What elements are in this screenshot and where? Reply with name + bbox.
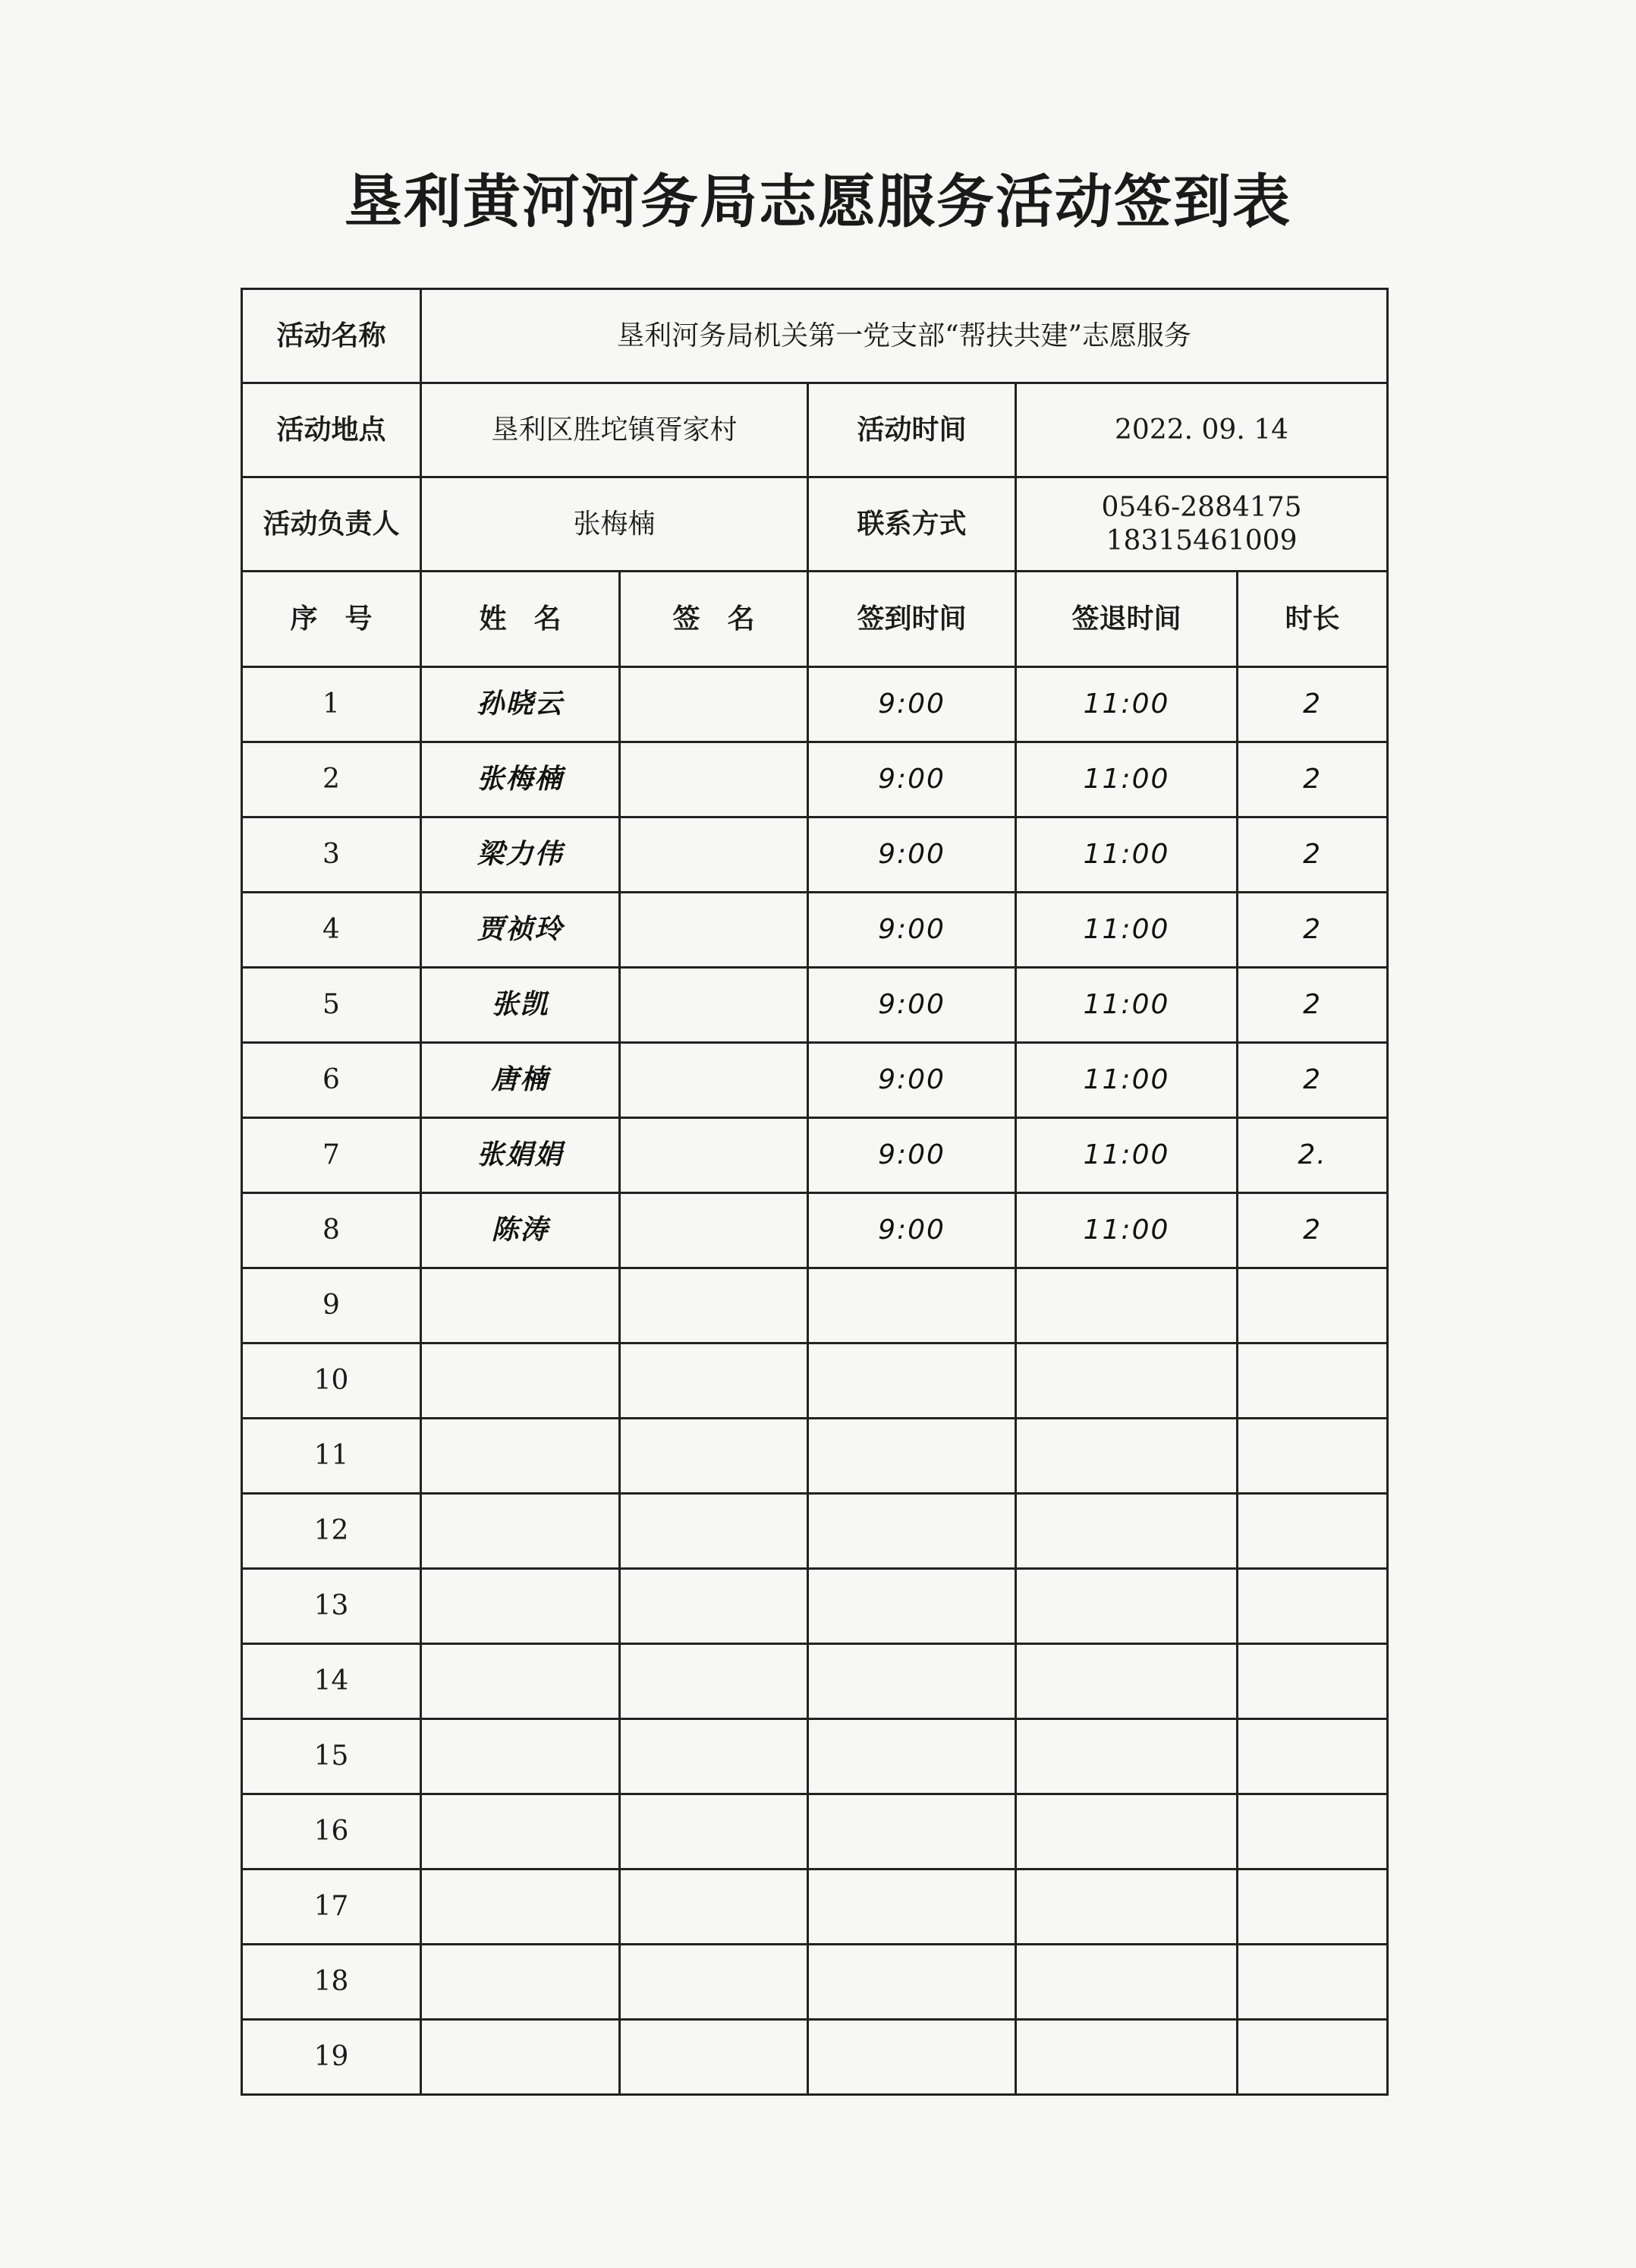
table-row — [242, 1719, 1388, 1794]
row-signature — [620, 1043, 808, 1118]
row-duration — [1238, 1494, 1388, 1569]
row-checkout-time — [1016, 1719, 1238, 1794]
row-name: 贾祯玲 — [421, 893, 620, 968]
activity-name-value: 垦利河务局机关第一党支部“帮扶共建”志愿服务 — [421, 289, 1388, 383]
row-signature — [620, 1870, 808, 1945]
row-signature — [620, 893, 808, 968]
row-name: 陈涛 — [421, 1193, 620, 1268]
row-checkout-time: 11:00 — [1016, 1118, 1238, 1193]
activity-leader-label: 活动负责人 — [242, 477, 421, 572]
row-checkout-time — [1016, 1343, 1238, 1419]
header-name: 姓 名 — [421, 572, 620, 667]
row-duration — [1238, 1268, 1388, 1343]
row-signature — [620, 1118, 808, 1193]
table-row — [242, 1343, 1388, 1419]
row-checkout-time — [1016, 1419, 1238, 1494]
row-checkout-time — [1016, 1945, 1238, 2020]
row-checkout-time — [1016, 1644, 1238, 1719]
row-checkout-time: 11:00 — [1016, 817, 1238, 893]
row-number: 7 — [242, 1118, 421, 1193]
row-duration: 2. — [1238, 1118, 1388, 1193]
row-signature — [620, 1343, 808, 1419]
row-checkin-time: 9:00 — [808, 817, 1016, 893]
table-row — [242, 968, 1388, 1043]
table-row — [242, 893, 1388, 968]
row-checkout-time: 11:00 — [1016, 893, 1238, 968]
table-row — [242, 1794, 1388, 1870]
table-row — [242, 1268, 1388, 1343]
row-name: 张凯 — [421, 968, 620, 1043]
row-signature — [620, 1419, 808, 1494]
table-row — [242, 1870, 1388, 1945]
row-duration — [1238, 1794, 1388, 1870]
row-number: 14 — [242, 1644, 421, 1719]
activity-time-value: 2022. 09. 14 — [1016, 383, 1388, 477]
form-title: 垦利黄河河务局志愿服务活动签到表 — [345, 168, 1291, 235]
row-number: 13 — [242, 1569, 421, 1644]
row-checkout-time — [1016, 2020, 1238, 2095]
header-checkout: 签退时间 — [1016, 572, 1238, 667]
row-signature — [620, 1644, 808, 1719]
row-name — [421, 1794, 620, 1870]
row-signature — [620, 1719, 808, 1794]
row-duration: 2 — [1238, 968, 1388, 1043]
row-number: 1 — [242, 667, 421, 742]
row-duration: 2 — [1238, 1193, 1388, 1268]
activity-place-row — [242, 383, 1388, 477]
activity-leader-row — [242, 477, 1388, 572]
row-checkin-time: 9:00 — [808, 1118, 1016, 1193]
row-duration: 2 — [1238, 1043, 1388, 1118]
row-checkout-time — [1016, 1794, 1238, 1870]
table-row — [242, 1193, 1388, 1268]
row-name — [421, 1268, 620, 1343]
row-number: 10 — [242, 1343, 421, 1419]
row-number: 6 — [242, 1043, 421, 1118]
table-row — [242, 1419, 1388, 1494]
row-name — [421, 2020, 620, 2095]
row-name — [421, 1870, 620, 1945]
row-name — [421, 1719, 620, 1794]
row-signature — [620, 2020, 808, 2095]
row-checkin-time — [808, 1719, 1016, 1794]
row-signature — [620, 968, 808, 1043]
row-number: 12 — [242, 1494, 421, 1569]
row-checkin-time — [808, 1343, 1016, 1419]
row-number: 5 — [242, 968, 421, 1043]
row-duration: 2 — [1238, 893, 1388, 968]
row-checkout-time — [1016, 1569, 1238, 1644]
row-duration — [1238, 1870, 1388, 1945]
row-checkin-time — [808, 1794, 1016, 1870]
row-duration — [1238, 1569, 1388, 1644]
table-row — [242, 1644, 1388, 1719]
row-number: 8 — [242, 1193, 421, 1268]
row-name: 孙晓云 — [421, 667, 620, 742]
activity-place-label: 活动地点 — [242, 383, 421, 477]
row-checkin-time — [808, 1268, 1016, 1343]
contact-value — [1016, 477, 1388, 572]
row-name — [421, 1945, 620, 2020]
row-checkin-time — [808, 2020, 1016, 2095]
row-number: 11 — [242, 1419, 421, 1494]
row-checkout-time: 11:00 — [1016, 968, 1238, 1043]
table-row — [242, 1494, 1388, 1569]
row-duration — [1238, 1343, 1388, 1419]
row-signature — [620, 1268, 808, 1343]
row-signature — [620, 742, 808, 817]
column-header-row — [242, 572, 1388, 667]
row-name — [421, 1569, 620, 1644]
header-sign: 签 名 — [620, 572, 808, 667]
row-number: 9 — [242, 1268, 421, 1343]
row-signature — [620, 1193, 808, 1268]
row-duration — [1238, 2020, 1388, 2095]
row-checkin-time — [808, 1569, 1016, 1644]
signin-table — [241, 288, 1389, 2096]
row-number: 15 — [242, 1719, 421, 1794]
table-row — [242, 1569, 1388, 1644]
contact-label: 联系方式 — [808, 477, 1016, 572]
row-name — [421, 1644, 620, 1719]
row-name: 唐楠 — [421, 1043, 620, 1118]
row-duration — [1238, 1644, 1388, 1719]
header-no: 序 号 — [242, 572, 421, 667]
row-signature — [620, 667, 808, 742]
row-signature — [620, 817, 808, 893]
row-name — [421, 1419, 620, 1494]
header-checkin: 签到时间 — [808, 572, 1016, 667]
row-duration: 2 — [1238, 742, 1388, 817]
row-duration — [1238, 1945, 1388, 2020]
row-checkout-time: 11:00 — [1016, 1043, 1238, 1118]
row-duration: 2 — [1238, 817, 1388, 893]
row-number: 17 — [242, 1870, 421, 1945]
row-checkin-time — [808, 1419, 1016, 1494]
table-row — [242, 2020, 1388, 2095]
row-number: 19 — [242, 2020, 421, 2095]
activity-time-label: 活动时间 — [808, 383, 1016, 477]
row-name: 梁力伟 — [421, 817, 620, 893]
row-number: 2 — [242, 742, 421, 817]
row-checkin-time — [808, 1644, 1016, 1719]
row-number: 4 — [242, 893, 421, 968]
activity-name-row — [242, 289, 1388, 383]
table-row — [242, 1945, 1388, 2020]
row-number: 18 — [242, 1945, 421, 2020]
row-checkin-time: 9:00 — [808, 968, 1016, 1043]
row-duration — [1238, 1419, 1388, 1494]
contact-mobile: 18315461009 — [1106, 524, 1298, 556]
contact-phone: 0546-2884175 — [1101, 492, 1302, 524]
row-checkout-time — [1016, 1268, 1238, 1343]
row-name — [421, 1343, 620, 1419]
row-checkin-time: 9:00 — [808, 1193, 1016, 1268]
row-checkin-time — [808, 1870, 1016, 1945]
row-signature — [620, 1794, 808, 1870]
row-number: 16 — [242, 1794, 421, 1870]
row-checkin-time: 9:00 — [808, 893, 1016, 968]
table-row — [242, 667, 1388, 742]
row-duration — [1238, 1719, 1388, 1794]
table-row — [242, 817, 1388, 893]
row-checkout-time: 11:00 — [1016, 667, 1238, 742]
header-duration: 时长 — [1238, 572, 1388, 667]
row-signature — [620, 1494, 808, 1569]
row-checkout-time: 11:00 — [1016, 1193, 1238, 1268]
row-duration: 2 — [1238, 667, 1388, 742]
row-name: 张梅楠 — [421, 742, 620, 817]
row-checkin-time: 9:00 — [808, 742, 1016, 817]
row-number: 3 — [242, 817, 421, 893]
row-signature — [620, 1569, 808, 1644]
row-checkin-time: 9:00 — [808, 667, 1016, 742]
table-row — [242, 1043, 1388, 1118]
row-checkout-time — [1016, 1494, 1238, 1569]
activity-name-label: 活动名称 — [242, 289, 421, 383]
row-name: 张娟娟 — [421, 1118, 620, 1193]
row-checkin-time: 9:00 — [808, 1043, 1016, 1118]
row-checkout-time — [1016, 1870, 1238, 1945]
row-checkin-time — [808, 1945, 1016, 2020]
activity-place-value: 垦利区胜坨镇胥家村 — [421, 383, 808, 477]
row-name — [421, 1494, 620, 1569]
row-checkout-time: 11:00 — [1016, 742, 1238, 817]
row-signature — [620, 1945, 808, 2020]
activity-leader-value: 张梅楠 — [421, 477, 808, 572]
table-row — [242, 742, 1388, 817]
row-checkin-time — [808, 1494, 1016, 1569]
table-row — [242, 1118, 1388, 1193]
